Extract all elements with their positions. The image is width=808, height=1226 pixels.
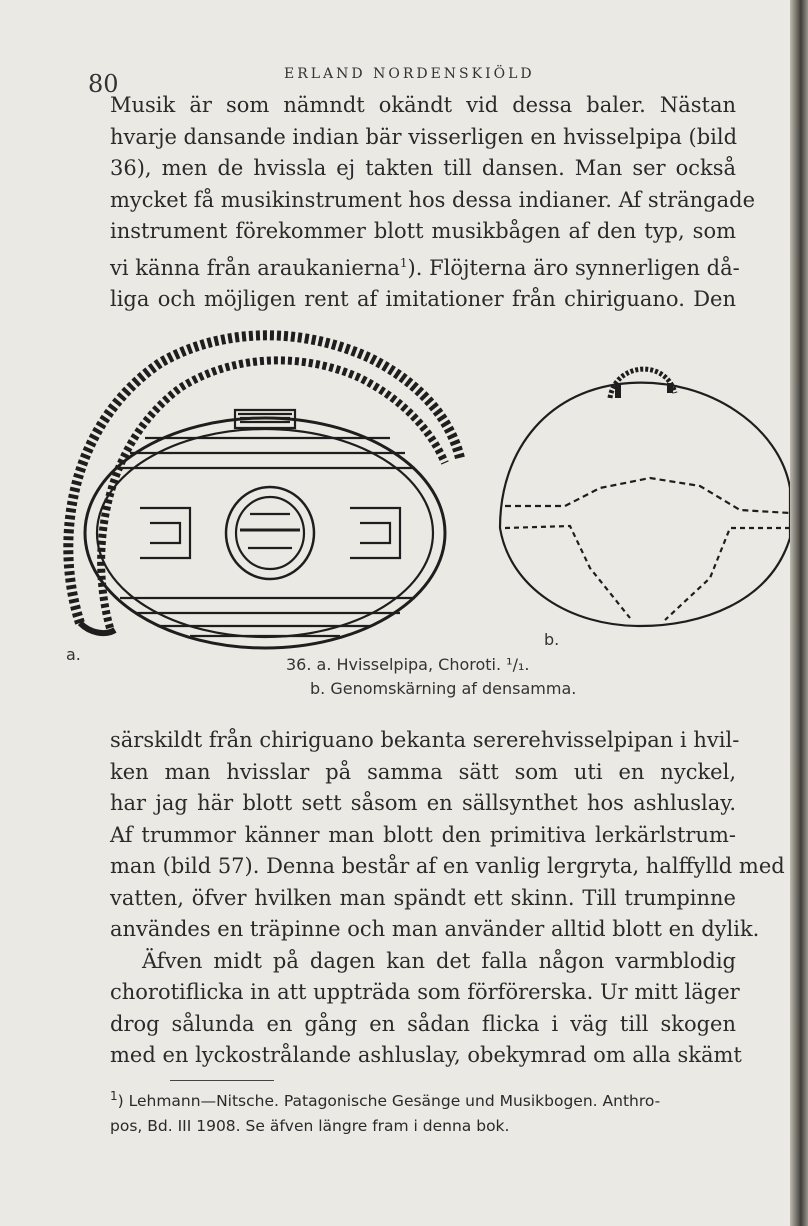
footnote [110, 1084, 740, 1139]
text-line: instrument förekommer blott musikbågen af den typ, som [110, 219, 736, 243]
text-line: Äfven midt på dagen kan det falla någon varmblodig [142, 948, 736, 973]
figure-label-a: a. [66, 645, 81, 664]
figure-label-b: b. [544, 630, 560, 649]
paragraph-2 [110, 725, 785, 1072]
text-line: drog sålunda en gång en sådan flicka i väg till skogen [110, 1011, 736, 1036]
paragraph-1 [110, 90, 756, 316]
text-line: man (bild 57). Denna består af en vanlig lergryta, halffylld med [110, 854, 785, 878]
footnote-line: $^1$) Lehmann—Nitsche. Patagonische Gesänge und Musikbogen. Anthro- [110, 1089, 661, 1111]
text-line: har jag här blott sett såsom en sällsynthet hos ashluslay. [110, 791, 736, 815]
figure-b-cross-section [490, 338, 790, 638]
footnote-ref: 1 [399, 255, 408, 270]
page-edge [790, 0, 808, 1226]
text-line: liga och möjligen rent af imitationer från chiriguano. Den [110, 287, 736, 311]
text-line: Musik är som nämndt okändt vid dessa baler. Nästan [110, 93, 736, 117]
text-line: chorotiflicka in att uppträda som förförerska. Ur mitt läger [110, 980, 740, 1004]
text-line: ken man hvisslar på samma sätt som uti en nyckel, [110, 759, 736, 784]
running-header: ERLAND NORDENSKIÖLD [284, 66, 535, 82]
footnote-rule [170, 1080, 274, 1081]
text-line: mycket få musikinstrument hos dessa indianer. Af strängade [110, 187, 756, 212]
text-line: Af trummor känner man blott den primitiva lerkärlstrum- [110, 822, 736, 847]
text-line: med en lyckostrålande ashluslay, obekymrad om alla skämt [110, 1043, 742, 1067]
page-number: 80 [88, 70, 119, 98]
text-line: 36), men de hvissla ej takten till dansen. Man ser också [110, 156, 736, 180]
text-line: vi känna från araukanierna$^1$). Flöjterna äro synnerligen då- [110, 255, 740, 280]
figure-caption-line2: b. Genomskärning af densamma. [310, 679, 577, 698]
text-line: användes en träpinne och man använder alltid blott en dylik. [110, 917, 760, 941]
figure-caption-line1: 36. a. Hvisselpipa, Choroti. ¹/₁. [286, 655, 530, 674]
text-line: vatten, öfver hvilken man spändt ett skinn. Till trumpinne [110, 885, 736, 910]
footnote-line: pos, Bd. III 1908. Se äfven längre fram i denna bok. [110, 1117, 510, 1136]
text-line: särskildt från chiriguano bekanta sererehvisselpipan i hvil- [110, 728, 740, 752]
figure-a-whistle [50, 318, 490, 658]
text-line: hvarje dansande indian bär visserligen en hvisselpipa (bild [110, 124, 738, 149]
